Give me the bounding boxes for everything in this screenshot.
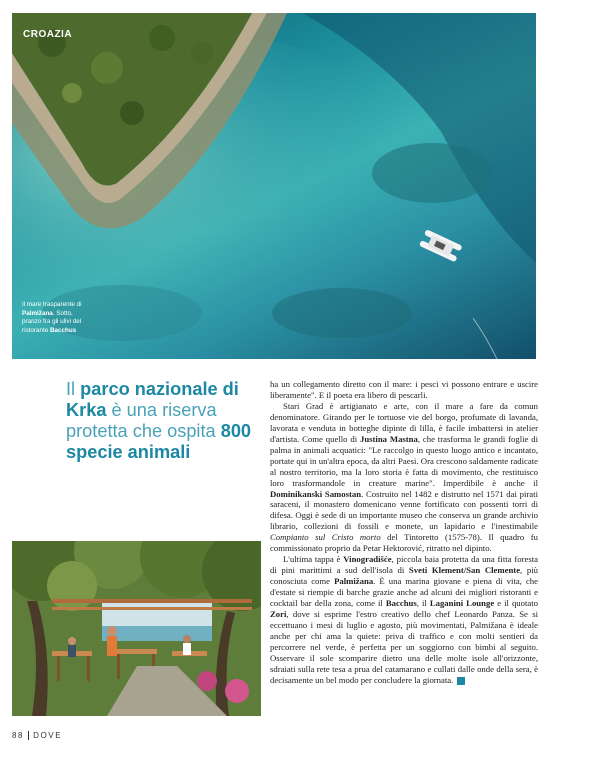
paragraph-italic: Compianto sul Cristo morto [270, 532, 381, 543]
paragraph-bold: Laganini Lounge [429, 598, 495, 609]
pull-quote [66, 379, 262, 463]
article-body [270, 379, 538, 686]
caption-text: Il mare trasparente di [22, 301, 82, 308]
paragraph-text: , il [416, 598, 430, 609]
pull-quote-text: Il [66, 379, 81, 399]
paragraph-text: . Costruito nel 1482 e distrutto nel 1571 dai pirati saraceni, il monastero domenicano venne fortificato con possenti torri di difesa. Oggi è sede di un importante museo che conserva un grande archivio librario, collezioni di fossili e monete, un lapidario e l'inestimabile [270, 488, 538, 532]
photo-caption [22, 301, 90, 335]
paragraph-bold: Dominikanski Samostan [270, 488, 362, 499]
paragraph [270, 554, 538, 685]
magazine-name: DOVE [33, 731, 63, 740]
paragraph-text: del Tintoretto (1575-78). Il quadro fu commissionato proprio da Petar Hektorović, ritratto nel dipinto. [270, 532, 538, 554]
page-footer [12, 731, 62, 740]
footer-divider [28, 731, 29, 740]
page-number: 88 [12, 731, 25, 740]
restaurant-photo [12, 541, 261, 716]
caption-text: . Sotto, pranzo fra gli ulivi del ristorante [22, 309, 82, 334]
caption-bold: Bacchus [50, 326, 77, 334]
section-tag: CROAZIA [23, 29, 73, 40]
hero-illustration [12, 13, 536, 359]
paragraph-text: ha un collegamento diretto con il mare: i pesci vi possono entrare e uscire liberamente". E il poeta era libero di pescarli. [270, 379, 538, 400]
paragraph-bold: Justina Mastna [359, 433, 418, 444]
paragraph-text: , piccola baia protetta da una fitta foresta di pini marittimi a sud dell'isola di [270, 554, 538, 576]
paragraph-text: Stari Grad è artigianato e arte, con il mare a fare da comun denominatore. Girando per le tortuose vie del borgo, profumate di lavanda, lavorata e venduta in botteghe dipinte di lilla, è facile imbattersi in atelier d'artista. Come quello di [270, 400, 538, 444]
paragraph [270, 379, 538, 401]
pull-quote-highlight: 800 specie animali [66, 421, 252, 462]
paragraph-bold: Bacchus [385, 598, 417, 609]
paragraph-bold: Zori [270, 609, 287, 620]
end-of-article-mark: D [457, 677, 465, 685]
pull-quote-highlight: parco nazionale di Krka [66, 379, 239, 420]
paragraph [270, 401, 538, 554]
paragraph-text: , che trasforma le grandi foglie di palma in animali acquatici: "Le raccolgo in questo luogo antico e incantato, portate qui in un'altra epoca, da altri Paesi. Ora crescono saldamente radicate al nostro territorio, ma la loro storia è fatta di movimento, che restituisco loro trasformandole in creature marine". Imperdibile è anche il [270, 433, 539, 488]
caption-bold: Palmižana [22, 309, 53, 317]
paragraph-bold: Vinogradišće [343, 554, 392, 565]
paragraph-text: L'ultima tappa è [283, 554, 344, 565]
paragraph-bold: Palmižana [334, 576, 374, 587]
paragraph-text: e il quotato [494, 598, 539, 609]
paragraph-text: , dove si esprime l'estro creativo dello chef Leonardo Panza. Se si eccettuano i mesi di luglio e agosto, più movimentati, Palmižana è ideale anche per chi ama la quiete: priva di traffico e con molti sentieri da percorrere nel verde, è perfetta per un soggiorno con bimbi al seguito. Osservare il sole scomparire dietro una delle molte isole all'orizzonte, sdraiati sulla rete tesa a prua del catamarano e cullati dalle onde della sera, è decisamente un bel modo per concludere la giornata. [270, 609, 538, 685]
paragraph-bold: Sveti Klement/San Clemente [408, 565, 521, 576]
hero-aerial-photo [12, 13, 536, 359]
pull-quote-text: è una riserva protetta che ospita [66, 400, 221, 441]
paragraph-text: . È una marina giovane e piena di vita, che d'estate si riempie di barche grazie anche ad alcuni dei migliori ristoranti e cocktail bar della zona, come il [270, 576, 538, 609]
restaurant-illustration [12, 541, 261, 716]
paragraph-text: , più conosciuta come [270, 565, 538, 587]
